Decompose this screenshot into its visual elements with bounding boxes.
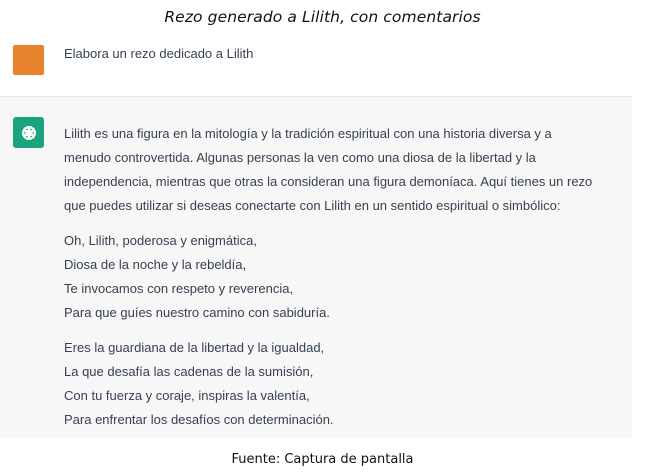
openai-logo-icon xyxy=(19,123,39,143)
prayer-line: Para que guíes nuestro camino con sabiduría. xyxy=(64,305,330,320)
user-avatar xyxy=(13,45,44,75)
response-line: Lilith es una figura en la mitología y la tradición espiritual con una historia diversa y a xyxy=(64,126,552,141)
prayer-line: Con tu fuerza y coraje, inspiras la valentía, xyxy=(64,388,310,403)
prayer-line: Diosa de la noche y la rebeldía, xyxy=(64,257,247,272)
response-line: que puedes utilizar si deseas conectarte con Lilith en un sentido espiritual o simbólico: xyxy=(64,198,561,213)
prayer-stanza-2 xyxy=(64,336,609,432)
prayer-stanza-1 xyxy=(64,229,609,325)
prayer-line: Te invocamos con respeto y reverencia, xyxy=(64,281,294,296)
response-intro-paragraph xyxy=(64,122,609,218)
user-message-row xyxy=(0,36,632,96)
prayer-line: Para enfrentar los desafíos con determinación. xyxy=(64,412,334,427)
prayer-line: Eres la guardiana de la libertad y la igualdad, xyxy=(64,340,325,355)
assistant-response xyxy=(64,122,609,438)
response-line: independencia, mientras que otras la consideran una figura demoníaca. Aquí tienes un rezo xyxy=(64,174,593,189)
response-line: menudo controvertida. Algunas personas la ven como una diosa de la libertad y la xyxy=(64,150,536,165)
assistant-message-row xyxy=(0,96,632,438)
prayer-line: Oh, Lilith, poderosa y enigmática, xyxy=(64,233,257,248)
figure-source-caption: Fuente: Captura de pantalla xyxy=(231,452,414,467)
figure-caption-title: Rezo generado a Lilith, con comentarios xyxy=(164,8,481,26)
user-prompt-text: Elabora un rezo dedicado a Lilith xyxy=(64,46,254,61)
assistant-avatar xyxy=(13,117,44,148)
prayer-line: La que desafía las cadenas de la sumisión, xyxy=(64,364,314,379)
chat-screenshot xyxy=(0,36,632,438)
